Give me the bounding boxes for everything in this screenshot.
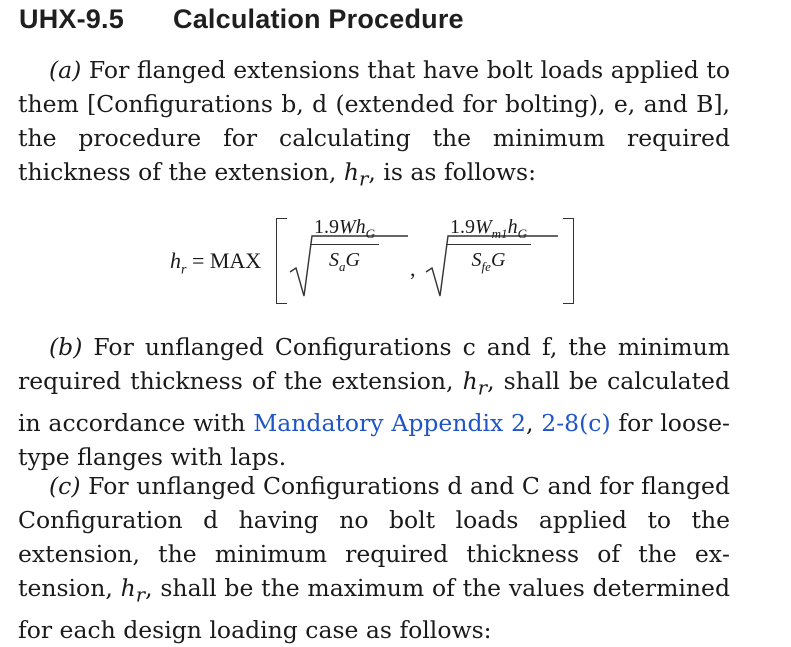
section-number: UHX-9.5 <box>19 4 124 34</box>
paragraph-b <box>18 330 730 474</box>
paragraph-b-text-1: For unflanged Configurations c and f, the minimum required thickness of the extension, <box>18 333 730 395</box>
variable-h: h <box>343 158 359 186</box>
equation-separator: , <box>410 256 416 281</box>
fraction-2-denominator: $S_{fe}G$ <box>471 249 506 274</box>
paragraph-a <box>18 53 730 197</box>
paragraph-a-text-1: For flanged extensions that have bolt loads applied to them [Configurations b, d (extended for bolting), e, and B], the procedure for calculating the minimum required thickness of the extension, <box>18 56 730 186</box>
thickness-equation <box>170 212 590 312</box>
section-title: Calculation Procedure <box>173 4 464 34</box>
equation-lhs <box>170 248 261 278</box>
paragraph-c-tag: (c) <box>49 472 81 500</box>
paragraph-c-text-1: For unflanged Configurations d and C and for flanged Configuration d having no bolt loads applied to the extension, the minimum required thickness of the extension, <box>18 472 730 602</box>
fraction-2-numerator: $1.9W_{m1}h_G$ <box>446 216 531 245</box>
equation-lhs-sub: r <box>181 262 187 278</box>
paragraph-b-tag: (b) <box>49 333 83 361</box>
fraction-1-denominator: $S_aG$ <box>329 249 360 274</box>
right-bracket <box>563 218 574 304</box>
variable-h: h <box>120 574 136 602</box>
variable-h-subscript: r <box>477 376 488 400</box>
left-bracket <box>276 218 287 304</box>
fraction-1-numerator: $1.9Wh_G$ <box>310 216 379 245</box>
equation-max-label: = MAX <box>186 248 262 273</box>
variable-h-subscript: r <box>135 583 146 607</box>
equation-lhs-var: h <box>170 248 181 273</box>
paragraph-c <box>18 469 730 647</box>
section-heading <box>19 4 464 35</box>
variable-h: h <box>462 367 478 395</box>
paragraph-c-text-2: , shall be the maximum of the values determined for each design loading case as follows: <box>18 574 730 644</box>
paragraph-b-text-4: for loose-type flanges with laps. <box>18 408 730 471</box>
fraction-1 <box>310 216 379 275</box>
paragraph-b-text-3: , <box>526 408 542 437</box>
paragraph-a-text-2: , is as follows: <box>368 158 537 186</box>
fraction-2 <box>446 216 531 275</box>
variable-h-subscript: r <box>359 167 369 191</box>
paragraph-a-tag: (a) <box>49 56 82 84</box>
mandatory-appendix-2-link[interactable]: Mandatory Appendix 2 <box>253 408 527 437</box>
section-2-8c-link[interactable]: 2-8(c) <box>541 408 611 437</box>
paragraph-b-text-2: , shall be calculated in accordance with <box>18 367 730 437</box>
